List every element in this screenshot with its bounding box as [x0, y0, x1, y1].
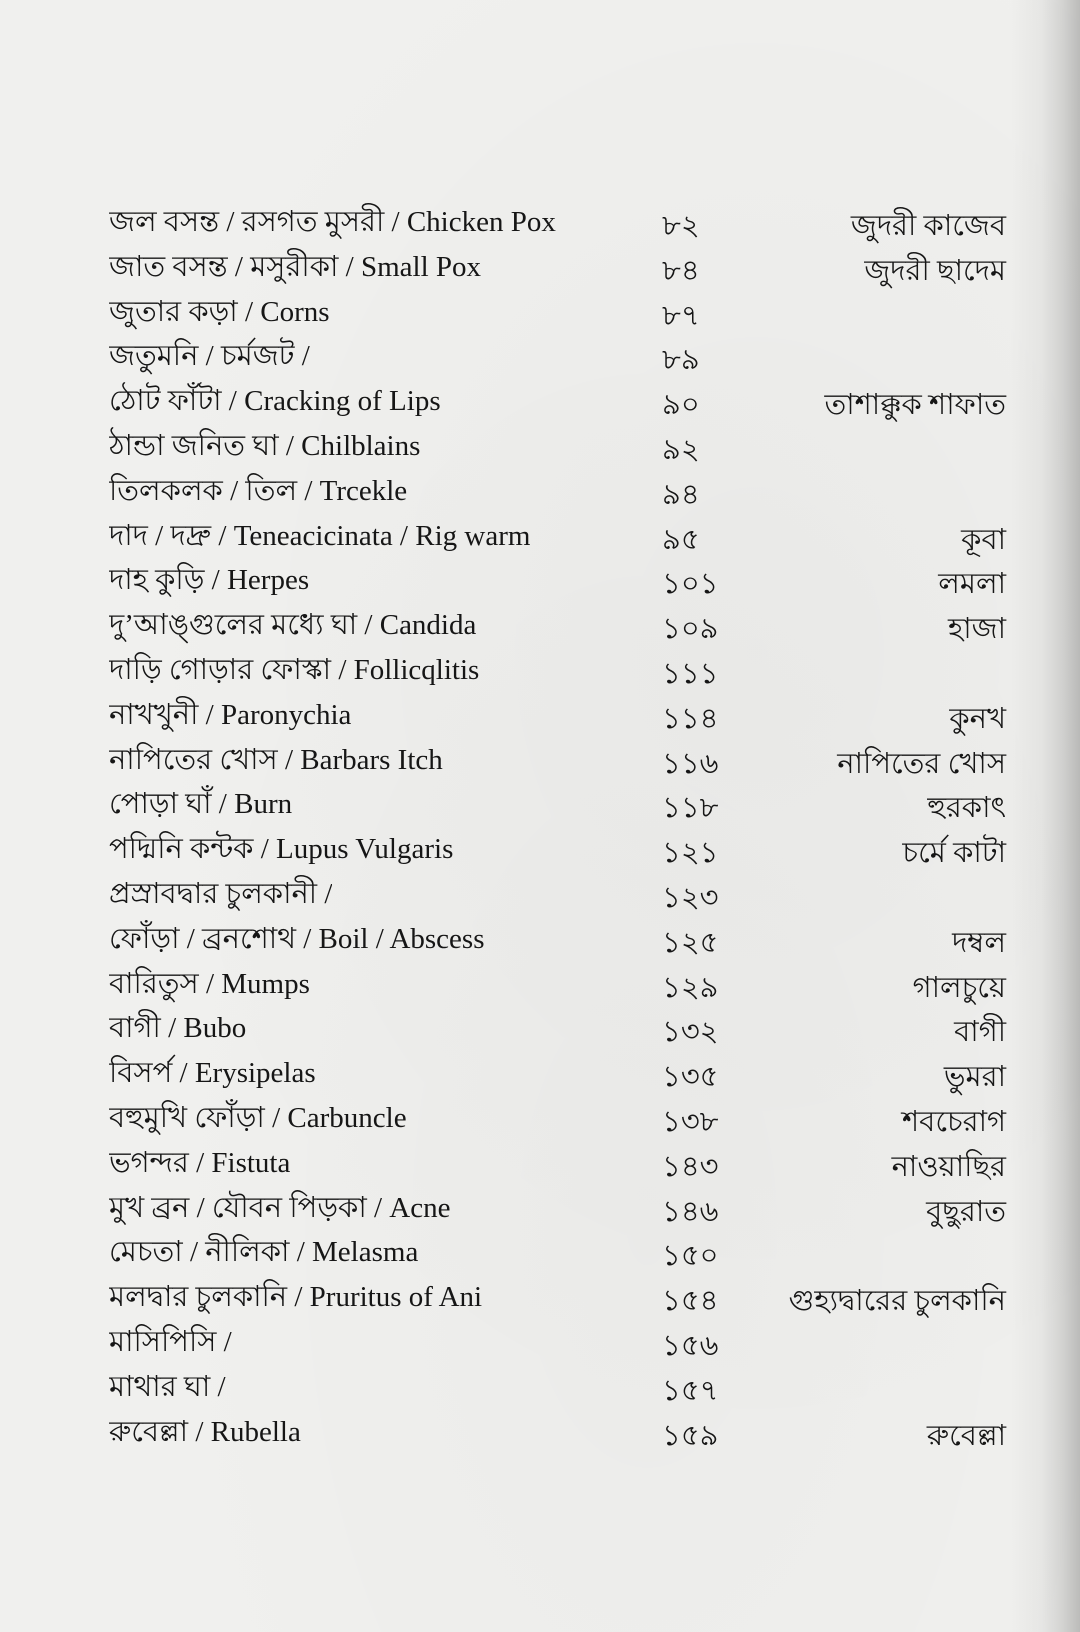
- page-number: ৮৪: [662, 254, 700, 287]
- disease-name: মাসিপিসি /: [109, 1325, 232, 1358]
- page-number: ৯০: [662, 389, 700, 422]
- page-number: ১৫৬: [662, 1329, 719, 1362]
- unani-name: হুরকাৎ: [927, 792, 1006, 825]
- contents-row: [0, 514, 1080, 559]
- disease-name: বহুমুখি ফোঁড়া / Carbuncle: [109, 1101, 407, 1134]
- contents-row: [0, 782, 1080, 827]
- page-number: ১৫৭: [662, 1374, 719, 1407]
- contents-row: [0, 648, 1080, 693]
- contents-row: [0, 1320, 1080, 1365]
- contents-row: [0, 872, 1080, 917]
- unani-name: রুবেল্লা: [926, 1419, 1006, 1452]
- contents-row: [0, 1051, 1080, 1096]
- unani-name: ভুমরা: [943, 1061, 1006, 1094]
- unani-name: জুদরী কাজেব: [850, 210, 1006, 242]
- page-number: ১৫৯: [662, 1419, 719, 1452]
- disease-name: তিলকলক / তিল / Trcekle: [109, 474, 408, 507]
- page-number: ৯৪: [662, 478, 700, 511]
- disease-name: ঠোট ফাঁটা / Cracking of Lips: [109, 385, 441, 418]
- page-number: ৮৭: [662, 299, 700, 332]
- contents-row: [0, 693, 1080, 738]
- contents-row: [0, 1230, 1080, 1275]
- page-number: ১৫৪: [662, 1285, 719, 1318]
- contents-list: [0, 200, 1080, 1454]
- disease-name: মলদ্বার চুলকানি / Pruritus of Ani: [109, 1281, 483, 1314]
- disease-name: নাপিতের খোস / Barbars Itch: [109, 743, 443, 776]
- disease-name: জল বসন্ত / রসগত মুসরী / Chicken Pox: [109, 206, 556, 238]
- page-number: ১০১: [662, 568, 719, 601]
- unani-name: তাশাক্কুক শাফাত: [824, 389, 1006, 422]
- contents-row: [0, 827, 1080, 872]
- page-number: ১৩২: [662, 1016, 719, 1049]
- page-number: ১১৬: [662, 747, 719, 780]
- unani-name: হাজা: [947, 613, 1006, 646]
- contents-row: [0, 962, 1080, 1007]
- page-number: ১০৯: [662, 613, 719, 646]
- page-number: ১৩৫: [662, 1061, 719, 1094]
- disease-name: বাগী / Bubo: [109, 1012, 247, 1045]
- page-number: ১৫০: [662, 1240, 719, 1273]
- disease-name: দাদ / দদ্রু / Teneacicinata / Rig warm: [109, 519, 531, 552]
- disease-name: রুবেল্লা / Rubella: [109, 1415, 301, 1448]
- unani-name: গুহ্যদ্বারের চুলকানি: [788, 1285, 1006, 1318]
- page-number: ৯৫: [662, 523, 700, 556]
- page-number: ১১৪: [662, 702, 719, 735]
- page-number: ৮৯: [662, 344, 700, 377]
- unani-name: নাপিতের খোস: [837, 747, 1006, 780]
- contents-row: [0, 469, 1080, 514]
- contents-row: [0, 245, 1080, 290]
- contents-row: [0, 1365, 1080, 1410]
- disease-name: দাহ কুড়ি / Herpes: [109, 564, 310, 597]
- page-number: ৮২: [662, 210, 700, 242]
- contents-row: [0, 738, 1080, 783]
- unani-name: লমলা: [938, 568, 1006, 601]
- disease-name: দু’আঙ্গুলের মধ্যে ঘা / Candida: [109, 609, 477, 642]
- disease-name: মুখ ব্রন / যৌবন পিড়কা / Acne: [109, 1191, 451, 1224]
- disease-name: বারিতুস / Mumps: [109, 967, 310, 1000]
- contents-row: [0, 1186, 1080, 1231]
- contents-row: [0, 424, 1080, 469]
- contents-row: [0, 379, 1080, 424]
- disease-name: জাত বসন্ত / মসুরীকা / Small Pox: [109, 250, 482, 283]
- disease-name: জতুমনি / চর্মজট /: [109, 340, 310, 373]
- contents-row: [0, 1006, 1080, 1051]
- disease-name: পোড়া ঘাঁ / Burn: [109, 788, 293, 821]
- disease-name: প্রস্রাবদ্বার চুলকানী /: [109, 877, 333, 910]
- unani-name: শবচেরাগ: [902, 1105, 1006, 1138]
- unani-name: কুনখ: [949, 702, 1006, 735]
- contents-row: [0, 334, 1080, 379]
- unani-name: নাওয়াছির: [891, 1150, 1006, 1183]
- unani-name: গালচুয়ে: [912, 971, 1006, 1004]
- contents-row: [0, 603, 1080, 648]
- contents-row: [0, 290, 1080, 335]
- unani-name: বুছুরাত: [926, 1195, 1006, 1228]
- disease-name: জুতার কড়া / Corns: [109, 295, 330, 328]
- unani-name: জুদরী ছাদেম: [864, 254, 1006, 287]
- page-number: ১১১: [662, 657, 719, 690]
- contents-row: [0, 1410, 1080, 1455]
- unani-name: বাগী: [954, 1016, 1006, 1049]
- disease-name: ফোঁড়া / ব্রনশোথ / Boil / Abscess: [109, 922, 485, 955]
- page-number: ১২৫: [662, 926, 719, 959]
- page-number: ১২১: [662, 837, 719, 870]
- disease-name: দাড়ি গোড়ার ফোস্কা / Follicqlitis: [109, 653, 480, 686]
- page-number: ১৪৬: [662, 1195, 719, 1228]
- unani-name: চর্মে কাটা: [902, 837, 1006, 870]
- contents-row: [0, 917, 1080, 962]
- contents-row: [0, 200, 1080, 245]
- disease-name: বিসর্প / Erysipelas: [109, 1057, 316, 1090]
- disease-name: মেচতা / নীলিকা / Melasma: [109, 1236, 419, 1269]
- disease-name: মাথার ঘা /: [109, 1370, 226, 1403]
- page-number: ৯২: [662, 433, 700, 466]
- page-number: ১৩৮: [662, 1105, 719, 1138]
- page-number: ১২৯: [662, 971, 719, 1004]
- page-number: ১২৩: [662, 881, 719, 914]
- page-number: ১৪৩: [662, 1150, 719, 1183]
- disease-name: ভগন্দর / Fistuta: [109, 1146, 291, 1179]
- unani-name: দম্বল: [952, 926, 1006, 959]
- disease-name: পদ্মিনি কন্টক / Lupus Vulgaris: [109, 833, 454, 866]
- disease-name: ঠান্ডা জনিত ঘা / Chilblains: [109, 429, 421, 462]
- disease-name: নাখখুনী / Paronychia: [109, 698, 352, 731]
- unani-name: কূবা: [961, 523, 1006, 556]
- contents-row: [0, 1096, 1080, 1141]
- contents-row: [0, 1141, 1080, 1186]
- page-number: ১১৮: [662, 792, 719, 825]
- contents-row: [0, 1275, 1080, 1320]
- contents-row: [0, 558, 1080, 603]
